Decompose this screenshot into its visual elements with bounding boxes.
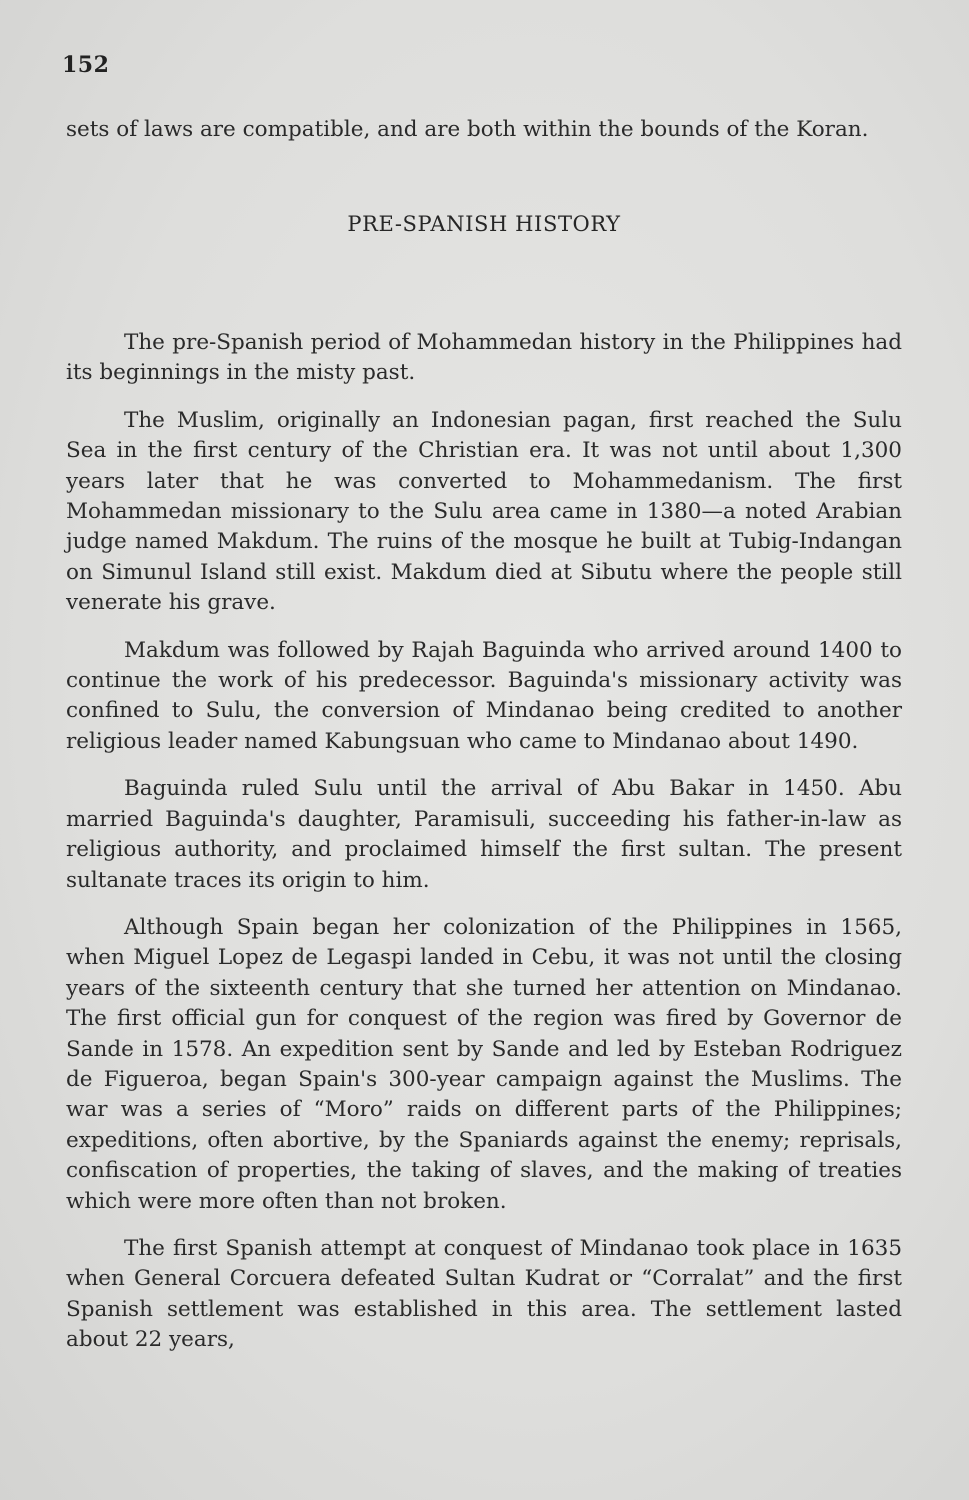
paragraph: Although Spain began her colonization of the Philippines in 1565, when Miguel Lopez de Legaspi landed in Cebu, it was not until the closing years of the sixteenth century that she turned her attention on Mindanao. The first official gun for conquest of the region was fired by Governor de Sande in 1578. An expedition sent by Sande and led by Esteban Rodriguez de Figueroa, began Spain's 300-year campaign against the Muslims. The war was a series of “Moro” raids on different parts of the Philippines; expeditions, often abortive, by the Spaniards against the enemy; reprisals, confiscation of properties, the taking of slaves, and the making of treaties which were more often than not broken.: [66, 914, 902, 1214]
paragraph: Makdum was followed by Rajah Baguinda who arrived around 1400 to continue the work of his predecessor. Baguinda's missionary activity was confined to Sulu, the conversion of Mindanao being credited to another religious leader named Kabungsuan who came to Mindanao about 1490.: [66, 637, 902, 754]
paragraph: The pre-Spanish period of Mohammedan history in the Philippines had its beginnings in the misty past.: [66, 330, 902, 386]
paragraph: The first Spanish attempt at conquest of Mindanao took place in 1635 when General Corcuera defeated Sultan Kudrat or “Corralat” and the first Spanish settlement was established in this area. The settlement lasted about 22 years,: [66, 1235, 902, 1353]
paragraph: Baguinda ruled Sulu until the arrival of Abu Bakar in 1450. Abu married Baguinda's daughter, Paramisuli, succeeding his father-in-law as religious authority, and proclaimed himself the first sultan. The present sultanate traces its origin to him.: [66, 776, 902, 893]
lead-paragraph: sets of laws are compatible, and are both within the bounds of the Koran.: [66, 117, 869, 142]
section-heading: PRE-SPANISH HISTORY: [347, 212, 621, 236]
page-number: 152: [62, 52, 110, 78]
paragraph: The Muslim, originally an Indonesian pagan, first reached the Sulu Sea in the first century of the Christian era. It was not until about 1,300 years later that he was converted to Mohammedanism. The first Mohammedan missionary to the Sulu area came in 1380—a noted Arabian judge named Makdum. The ruins of the mosque he built at Tubig-Indangan on Simunul Island still exist. Makdum died at Sibutu where the people still venerate his grave.: [66, 407, 902, 616]
lead-paragraph-block: [66, 115, 902, 145]
body-text: [66, 328, 902, 1373]
